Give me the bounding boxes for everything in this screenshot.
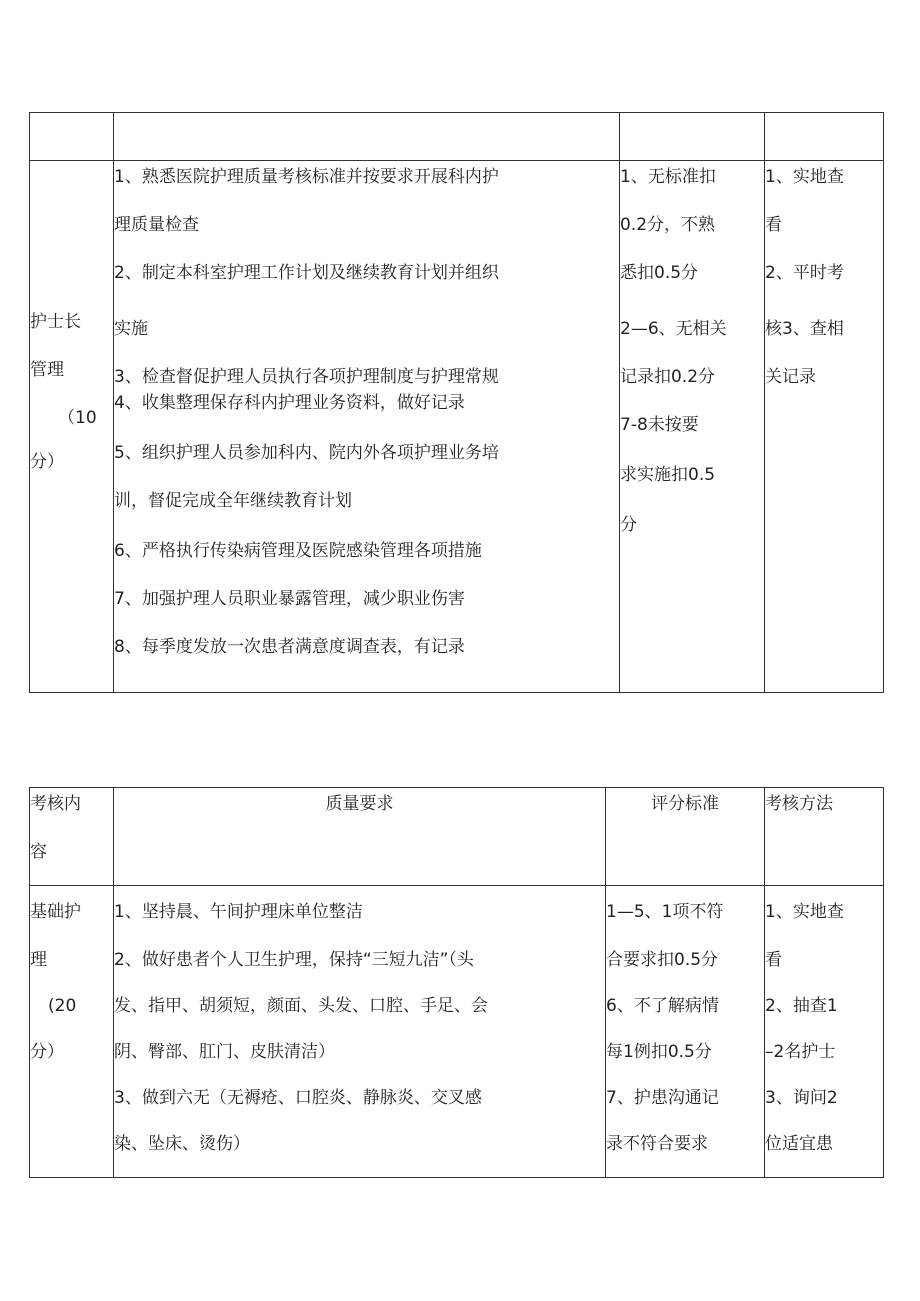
method-line: 位适宜患 (765, 1134, 833, 1154)
method-line: 看 (765, 215, 782, 235)
category-line: 理 (30, 950, 47, 970)
category-line: 分） (30, 1042, 64, 1062)
category-cell (30, 886, 114, 1178)
category-line: （10 (58, 408, 97, 428)
method-line: 1、实地查 (765, 902, 844, 922)
requirement-line: 2、制定本科室护理工作计划及继续教育计划并组织 (114, 263, 499, 283)
header-cell-empty (114, 113, 620, 161)
scoring-line: 1、无标准扣 (620, 167, 716, 187)
scoring-line: 每1例扣0.5分 (606, 1042, 712, 1062)
method-line: 核3、查相 (765, 319, 844, 339)
method-line: 2、平时考 (765, 263, 844, 283)
requirement-line: 染、坠床、烫伤） (114, 1134, 250, 1154)
scoring-line: 0.2分，不熟 (620, 215, 716, 235)
header-category-line: 容 (30, 842, 47, 862)
category-cell (30, 161, 114, 693)
header-method (765, 788, 884, 886)
requirement-line: 训，督促完成全年继续教育计划 (114, 491, 352, 511)
requirement-line: 2、做好患者个人卫生护理，保持“三短九洁”（头 (114, 950, 474, 970)
requirements-cell (114, 161, 620, 693)
header-requirements-label: 质量要求 (325, 794, 394, 814)
category-line: 护士长 (30, 312, 81, 332)
header-category (30, 788, 114, 886)
header-method-label: 考核方法 (765, 794, 833, 814)
table-row (30, 886, 884, 1178)
requirement-line: 3、检查督促护理人员执行各项护理制度与护理常规 (114, 367, 499, 387)
table-row (30, 161, 884, 693)
scoring-line: 6、不了解病情 (606, 996, 719, 1016)
scoring-line: 7、护患沟通记 (606, 1088, 719, 1108)
table-header-row (30, 788, 884, 886)
requirement-line: 实施 (114, 319, 148, 339)
method-line: 2、抽查1 (765, 996, 838, 1016)
requirement-line: 5、组织护理人员参加科内、院内外各项护理业务培 (114, 443, 499, 463)
scoring-cell (620, 161, 765, 693)
scoring-cell (606, 886, 765, 1178)
method-line: 1、实地查 (765, 167, 844, 187)
method-line: 关记录 (765, 367, 816, 387)
requirement-line: 阴、臀部、肛门、皮肤清洁） (114, 1042, 335, 1062)
requirement-line: 理质量检查 (114, 215, 199, 235)
requirement-line: 1、坚持晨、午间护理床单位整洁 (114, 902, 363, 922)
header-cell-empty (620, 113, 765, 161)
scoring-line: 2—6、无相关 (620, 319, 727, 339)
requirement-line: 7、加强护理人员职业暴露管理，减少职业伤害 (114, 589, 465, 609)
scoring-line: 录不符合要求 (606, 1134, 708, 1154)
header-category-line: 考核内 (30, 794, 81, 814)
requirement-line: 发、指甲、胡须短，颜面、头发、口腔、手足、会 (114, 996, 488, 1016)
scoring-line: 记录扣0.2分 (620, 367, 716, 387)
category-line: 分） (30, 452, 64, 472)
requirement-line: 6、严格执行传染病管理及医院感染管理各项措施 (114, 541, 482, 561)
scoring-line: 悉扣0.5分 (620, 263, 699, 283)
scoring-line: 7-8未按要 (620, 415, 699, 435)
header-cell-empty (765, 113, 884, 161)
header-requirements (114, 788, 606, 886)
header-scoring (606, 788, 765, 886)
table-row (30, 113, 884, 161)
header-scoring-label: 评分标准 (651, 794, 719, 814)
requirement-line: 8、每季度发放一次患者满意度调查表，有记录 (114, 637, 465, 657)
method-line: –2名护士 (765, 1042, 836, 1062)
category-line: (20 (48, 996, 77, 1016)
category-line: 管理 (30, 360, 64, 380)
method-line: 看 (765, 950, 782, 970)
requirement-line: 3、做到六无（无褥疮、口腔炎、静脉炎、交叉感 (114, 1088, 482, 1108)
method-line: 3、询问2 (765, 1088, 838, 1108)
method-cell (765, 886, 884, 1178)
requirements-cell (114, 886, 606, 1178)
category-line: 基础护 (30, 902, 81, 922)
scoring-line: 分 (620, 515, 637, 535)
method-cell (765, 161, 884, 693)
scoring-line: 1—5、1项不符 (606, 902, 724, 922)
header-cell-empty (30, 113, 114, 161)
requirement-line: 4、收集整理保存科内护理业务资料，做好记录 (114, 393, 465, 413)
assessment-table-1 (29, 112, 884, 693)
scoring-line: 求实施扣0.5 (620, 465, 716, 485)
scoring-line: 合要求扣0.5分 (606, 950, 719, 970)
requirement-line: 1、熟悉医院护理质量考核标准并按要求开展科内护 (114, 167, 499, 187)
assessment-table-2 (29, 787, 884, 1178)
